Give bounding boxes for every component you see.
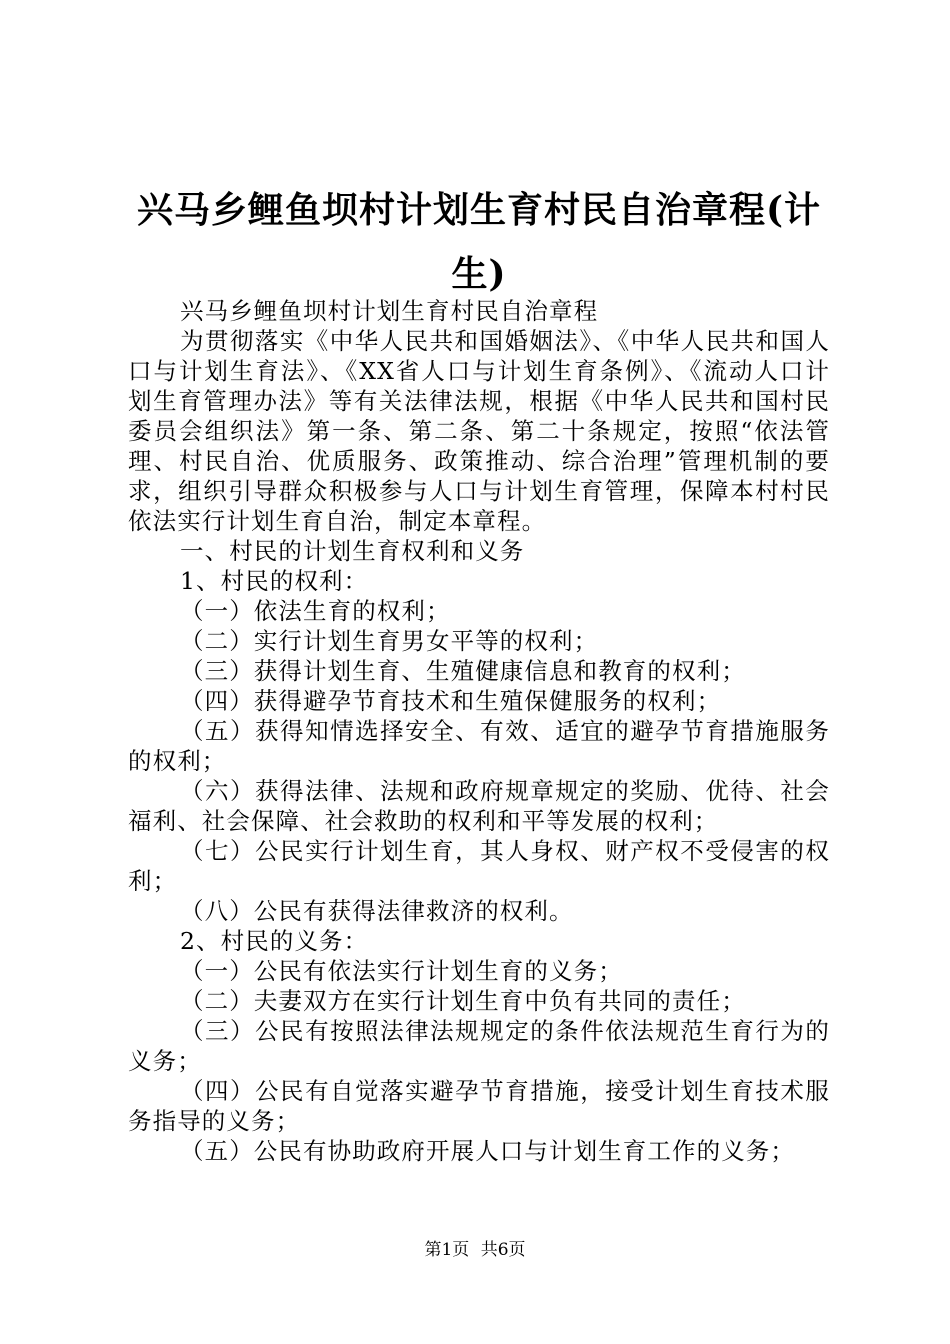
document-title: 兴马乡鲤鱼坝村计划生育村民自治章程(计生) xyxy=(136,189,822,295)
list-item: （七）公民实行计划生育，其人身权、财产权不受侵害的权利； xyxy=(128,837,830,895)
list-item: （三）公民有按照法律法规规定的条件依法规范生育行为的义务； xyxy=(128,1017,830,1075)
subsection-heading-rights: 1、村民的权利： xyxy=(180,567,369,595)
page-total: 共6页 xyxy=(480,1240,526,1260)
list-item: （三）获得计划生育、生殖健康信息和教育的权利； xyxy=(180,657,746,685)
list-item: （四）公民有自觉落实避孕节育措施，接受计划生育技术服务指导的义务； xyxy=(128,1077,830,1135)
subsection-heading-duties: 2、村民的义务： xyxy=(180,927,369,955)
list-item: （二）实行计划生育男女平等的权利； xyxy=(180,627,599,655)
list-item: （一）依法生育的权利； xyxy=(180,597,451,625)
list-item: （五）公民有协助政府开展人口与计划生育工作的义务； xyxy=(180,1137,795,1165)
list-item: （一）公民有依法实行计划生育的义务； xyxy=(180,957,623,985)
list-item: （二）夫妻双方在实行计划生育中负有共同的责任； xyxy=(180,987,746,1015)
paragraph-preamble: 为贯彻落实《中华人民共和国婚姻法》、《中华人民共和国人口与计划生育法》、《XX省人口与计划生育条例》、《流动人口计划生育管理办法》等有关法律法规，根据《中华人民共和国村民委员会组织法》第一条、第二条、第二十条规定，按照“依法管理、村民自治、优质服务、政策推动、综合治理”管理机制的要求，组织引导群众积极参与人口与计划生育管理，保障本村村民依法实行计划生育自治，制定本章程。 xyxy=(128,327,830,535)
list-item: （四）获得避孕节育技术和生殖保健服务的权利； xyxy=(180,687,722,715)
list-item: （五）获得知情选择安全、有效、适宜的避孕节育措施服务的权利； xyxy=(128,717,830,775)
section-heading: 一、村民的计划生育权利和义务 xyxy=(180,537,525,565)
page-number: 第1页 xyxy=(424,1240,470,1260)
paragraph-subtitle: 兴马乡鲤鱼坝村计划生育村民自治章程 xyxy=(180,297,599,325)
list-item: （八）公民有获得法律救济的权利。 xyxy=(180,897,574,925)
document-body xyxy=(128,296,830,1166)
page-footer xyxy=(0,1238,950,1262)
list-item: （六）获得法律、法规和政府规章规定的奖励、优待、社会福利、社会保障、社会救助的权利和平等发展的权利； xyxy=(128,777,830,835)
